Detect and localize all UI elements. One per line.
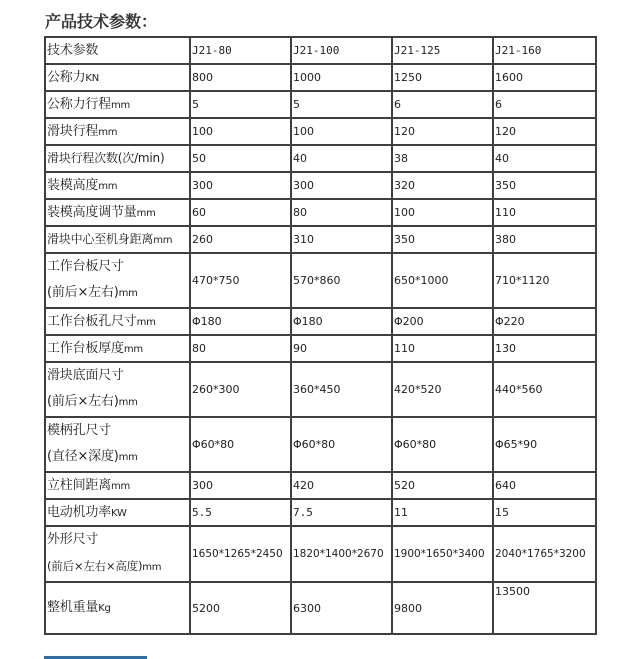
value-cell: Φ200 bbox=[392, 308, 493, 335]
value-cell: 1250 bbox=[392, 64, 493, 91]
table-row bbox=[45, 526, 596, 582]
value-cell: 300 bbox=[190, 172, 291, 199]
param-unit: mm bbox=[153, 234, 173, 246]
param-label-sub: (直径×深度) bbox=[47, 449, 119, 464]
param-label-line2 bbox=[47, 444, 188, 471]
value-cell: 130 bbox=[493, 335, 596, 362]
param-label: 滑块行程 bbox=[47, 123, 99, 139]
param-label: 电动机功率 bbox=[47, 504, 112, 520]
value-cell: 570*860 bbox=[291, 253, 392, 308]
param-unit: mm bbox=[136, 316, 156, 328]
param-label: 装模高度 bbox=[47, 177, 99, 193]
param-unit: mm bbox=[111, 99, 131, 111]
value-cell: Φ180 bbox=[291, 308, 392, 335]
value-cell: 6 bbox=[392, 91, 493, 118]
table-row bbox=[45, 172, 596, 199]
param-label: 工作台板厚度 bbox=[47, 340, 124, 356]
value-cell: 360*450 bbox=[291, 362, 392, 417]
param-label: 公称力行程 bbox=[47, 96, 112, 112]
param-unit: Kg bbox=[98, 603, 111, 614]
table-row bbox=[45, 145, 596, 172]
value-cell: 100 bbox=[392, 199, 493, 226]
param-label-line2 bbox=[47, 553, 188, 581]
value-cell: 1820*1400*2670 bbox=[291, 526, 392, 582]
header-model-cell bbox=[493, 37, 596, 64]
value-cell: Φ60*80 bbox=[190, 417, 291, 472]
value-cell: 5.5 bbox=[190, 499, 291, 526]
value-cell: 350 bbox=[392, 226, 493, 253]
value-cell: 300 bbox=[190, 472, 291, 499]
value-cell: 38 bbox=[392, 145, 493, 172]
param-label-sub: (前后×左右) bbox=[47, 394, 119, 409]
table-row bbox=[45, 362, 596, 417]
value-cell: 40 bbox=[493, 145, 596, 172]
page-title: 产品技术参数： bbox=[45, 12, 158, 31]
param-cell bbox=[45, 335, 190, 362]
param-label: 装模高度调节量 bbox=[47, 204, 137, 220]
value-cell: 120 bbox=[493, 118, 596, 145]
table-row bbox=[45, 226, 596, 253]
param-label: 滑块行程次数(次/min) bbox=[47, 151, 165, 165]
header-model-label: J21-125 bbox=[394, 44, 441, 57]
param-cell bbox=[45, 308, 190, 335]
param-cell bbox=[45, 526, 190, 582]
param-cell bbox=[45, 145, 190, 172]
header-model-cell bbox=[392, 37, 493, 64]
value-cell: 6 bbox=[493, 91, 596, 118]
spec-table bbox=[44, 36, 597, 635]
param-label: 立柱间距离 bbox=[47, 477, 112, 493]
value-cell: 110 bbox=[392, 335, 493, 362]
param-cell bbox=[45, 253, 190, 308]
value-cell: 5 bbox=[190, 91, 291, 118]
value-cell: 6300 bbox=[291, 582, 392, 634]
param-cell bbox=[45, 91, 190, 118]
table-row bbox=[45, 499, 596, 526]
param-unit: mm bbox=[123, 343, 143, 355]
header-param-cell bbox=[45, 37, 190, 64]
param-unit: mm bbox=[118, 288, 138, 299]
value-cell: 120 bbox=[392, 118, 493, 145]
header-model-label: J21-160 bbox=[495, 44, 542, 57]
value-cell: 260*300 bbox=[190, 362, 291, 417]
value-cell: 350 bbox=[493, 172, 596, 199]
param-unit: mm bbox=[118, 397, 138, 408]
param-cell bbox=[45, 199, 190, 226]
param-label: 模柄孔尺寸 bbox=[47, 423, 112, 438]
param-cell bbox=[45, 582, 190, 634]
param-cell bbox=[45, 226, 190, 253]
value-cell: 11 bbox=[392, 499, 493, 526]
value-cell: 470*750 bbox=[190, 253, 291, 308]
value-cell: 13500 bbox=[493, 582, 596, 634]
value-cell: 60 bbox=[190, 199, 291, 226]
param-label: 公称力 bbox=[47, 69, 86, 85]
param-unit: KN bbox=[85, 72, 100, 84]
value-cell: Φ60*80 bbox=[392, 417, 493, 472]
param-cell bbox=[45, 499, 190, 526]
value-cell: 40 bbox=[291, 145, 392, 172]
value-cell: 15 bbox=[493, 499, 596, 526]
table-row bbox=[45, 91, 596, 118]
table-row bbox=[45, 335, 596, 362]
param-cell bbox=[45, 118, 190, 145]
value-cell: 90 bbox=[291, 335, 392, 362]
value-cell: 7.5 bbox=[291, 499, 392, 526]
value-cell: 5 bbox=[291, 91, 392, 118]
param-label: 整机重量 bbox=[47, 600, 99, 615]
value-cell: 650*1000 bbox=[392, 253, 493, 308]
value-cell: 380 bbox=[493, 226, 596, 253]
param-unit: mm bbox=[98, 126, 118, 138]
value-cell: 420 bbox=[291, 472, 392, 499]
param-cell bbox=[45, 172, 190, 199]
value-cell: 100 bbox=[291, 118, 392, 145]
value-cell: Φ65*90 bbox=[493, 417, 596, 472]
table-row bbox=[45, 582, 596, 634]
value-cell: 80 bbox=[291, 199, 392, 226]
value-cell: 2040*1765*3200 bbox=[493, 526, 596, 582]
param-unit: KW bbox=[111, 507, 127, 519]
value-cell: 260 bbox=[190, 226, 291, 253]
value-cell: 310 bbox=[291, 226, 392, 253]
param-label-line2 bbox=[47, 389, 188, 416]
param-label-sub: (前后×左右) bbox=[47, 285, 119, 300]
header-model-label: J21-100 bbox=[293, 44, 340, 57]
param-unit: mm bbox=[142, 562, 162, 573]
table-row bbox=[45, 118, 596, 145]
header-param-label: 技术参数 bbox=[47, 43, 99, 58]
value-cell: 710*1120 bbox=[493, 253, 596, 308]
param-unit: mm bbox=[136, 207, 156, 219]
param-label: 滑块中心至机身距离 bbox=[47, 231, 154, 246]
value-cell: 1900*1650*3400 bbox=[392, 526, 493, 582]
value-cell: 9800 bbox=[392, 582, 493, 634]
table-row bbox=[45, 199, 596, 226]
param-label: 滑块底面尺寸 bbox=[47, 368, 124, 383]
param-label: 工作台板孔尺寸 bbox=[47, 313, 137, 329]
value-cell: Φ60*80 bbox=[291, 417, 392, 472]
param-unit: mm bbox=[118, 452, 138, 463]
table-row bbox=[45, 472, 596, 499]
value-cell: 100 bbox=[190, 118, 291, 145]
param-label-line2 bbox=[47, 280, 188, 307]
header-model-cell bbox=[291, 37, 392, 64]
table-row bbox=[45, 64, 596, 91]
value-cell: 800 bbox=[190, 64, 291, 91]
param-unit: mm bbox=[111, 480, 131, 492]
param-cell bbox=[45, 64, 190, 91]
table-row bbox=[45, 417, 596, 472]
param-cell bbox=[45, 417, 190, 472]
table-row bbox=[45, 308, 596, 335]
value-cell: 110 bbox=[493, 199, 596, 226]
value-cell: 440*560 bbox=[493, 362, 596, 417]
param-cell bbox=[45, 362, 190, 417]
value-cell: 1650*1265*2450 bbox=[190, 526, 291, 582]
param-cell bbox=[45, 472, 190, 499]
header-row bbox=[45, 37, 596, 64]
value-cell: 640 bbox=[493, 472, 596, 499]
value-cell: 1600 bbox=[493, 64, 596, 91]
param-label-sub: (前后×左右×高度) bbox=[47, 559, 143, 573]
value-cell: 50 bbox=[190, 145, 291, 172]
table-row bbox=[45, 253, 596, 308]
header-model-cell bbox=[190, 37, 291, 64]
value-cell: Φ180 bbox=[190, 308, 291, 335]
value-cell: Φ220 bbox=[493, 308, 596, 335]
value-cell: 420*520 bbox=[392, 362, 493, 417]
param-unit: mm bbox=[98, 180, 118, 192]
value-cell: 300 bbox=[291, 172, 392, 199]
value-cell: 520 bbox=[392, 472, 493, 499]
value-cell: 1000 bbox=[291, 64, 392, 91]
value-cell: 320 bbox=[392, 172, 493, 199]
value-cell: 5200 bbox=[190, 582, 291, 634]
param-label: 工作台板尺寸 bbox=[47, 259, 124, 274]
value-cell: 80 bbox=[190, 335, 291, 362]
header-model-label: J21-80 bbox=[192, 44, 232, 57]
param-label: 外形尺寸 bbox=[47, 532, 99, 547]
